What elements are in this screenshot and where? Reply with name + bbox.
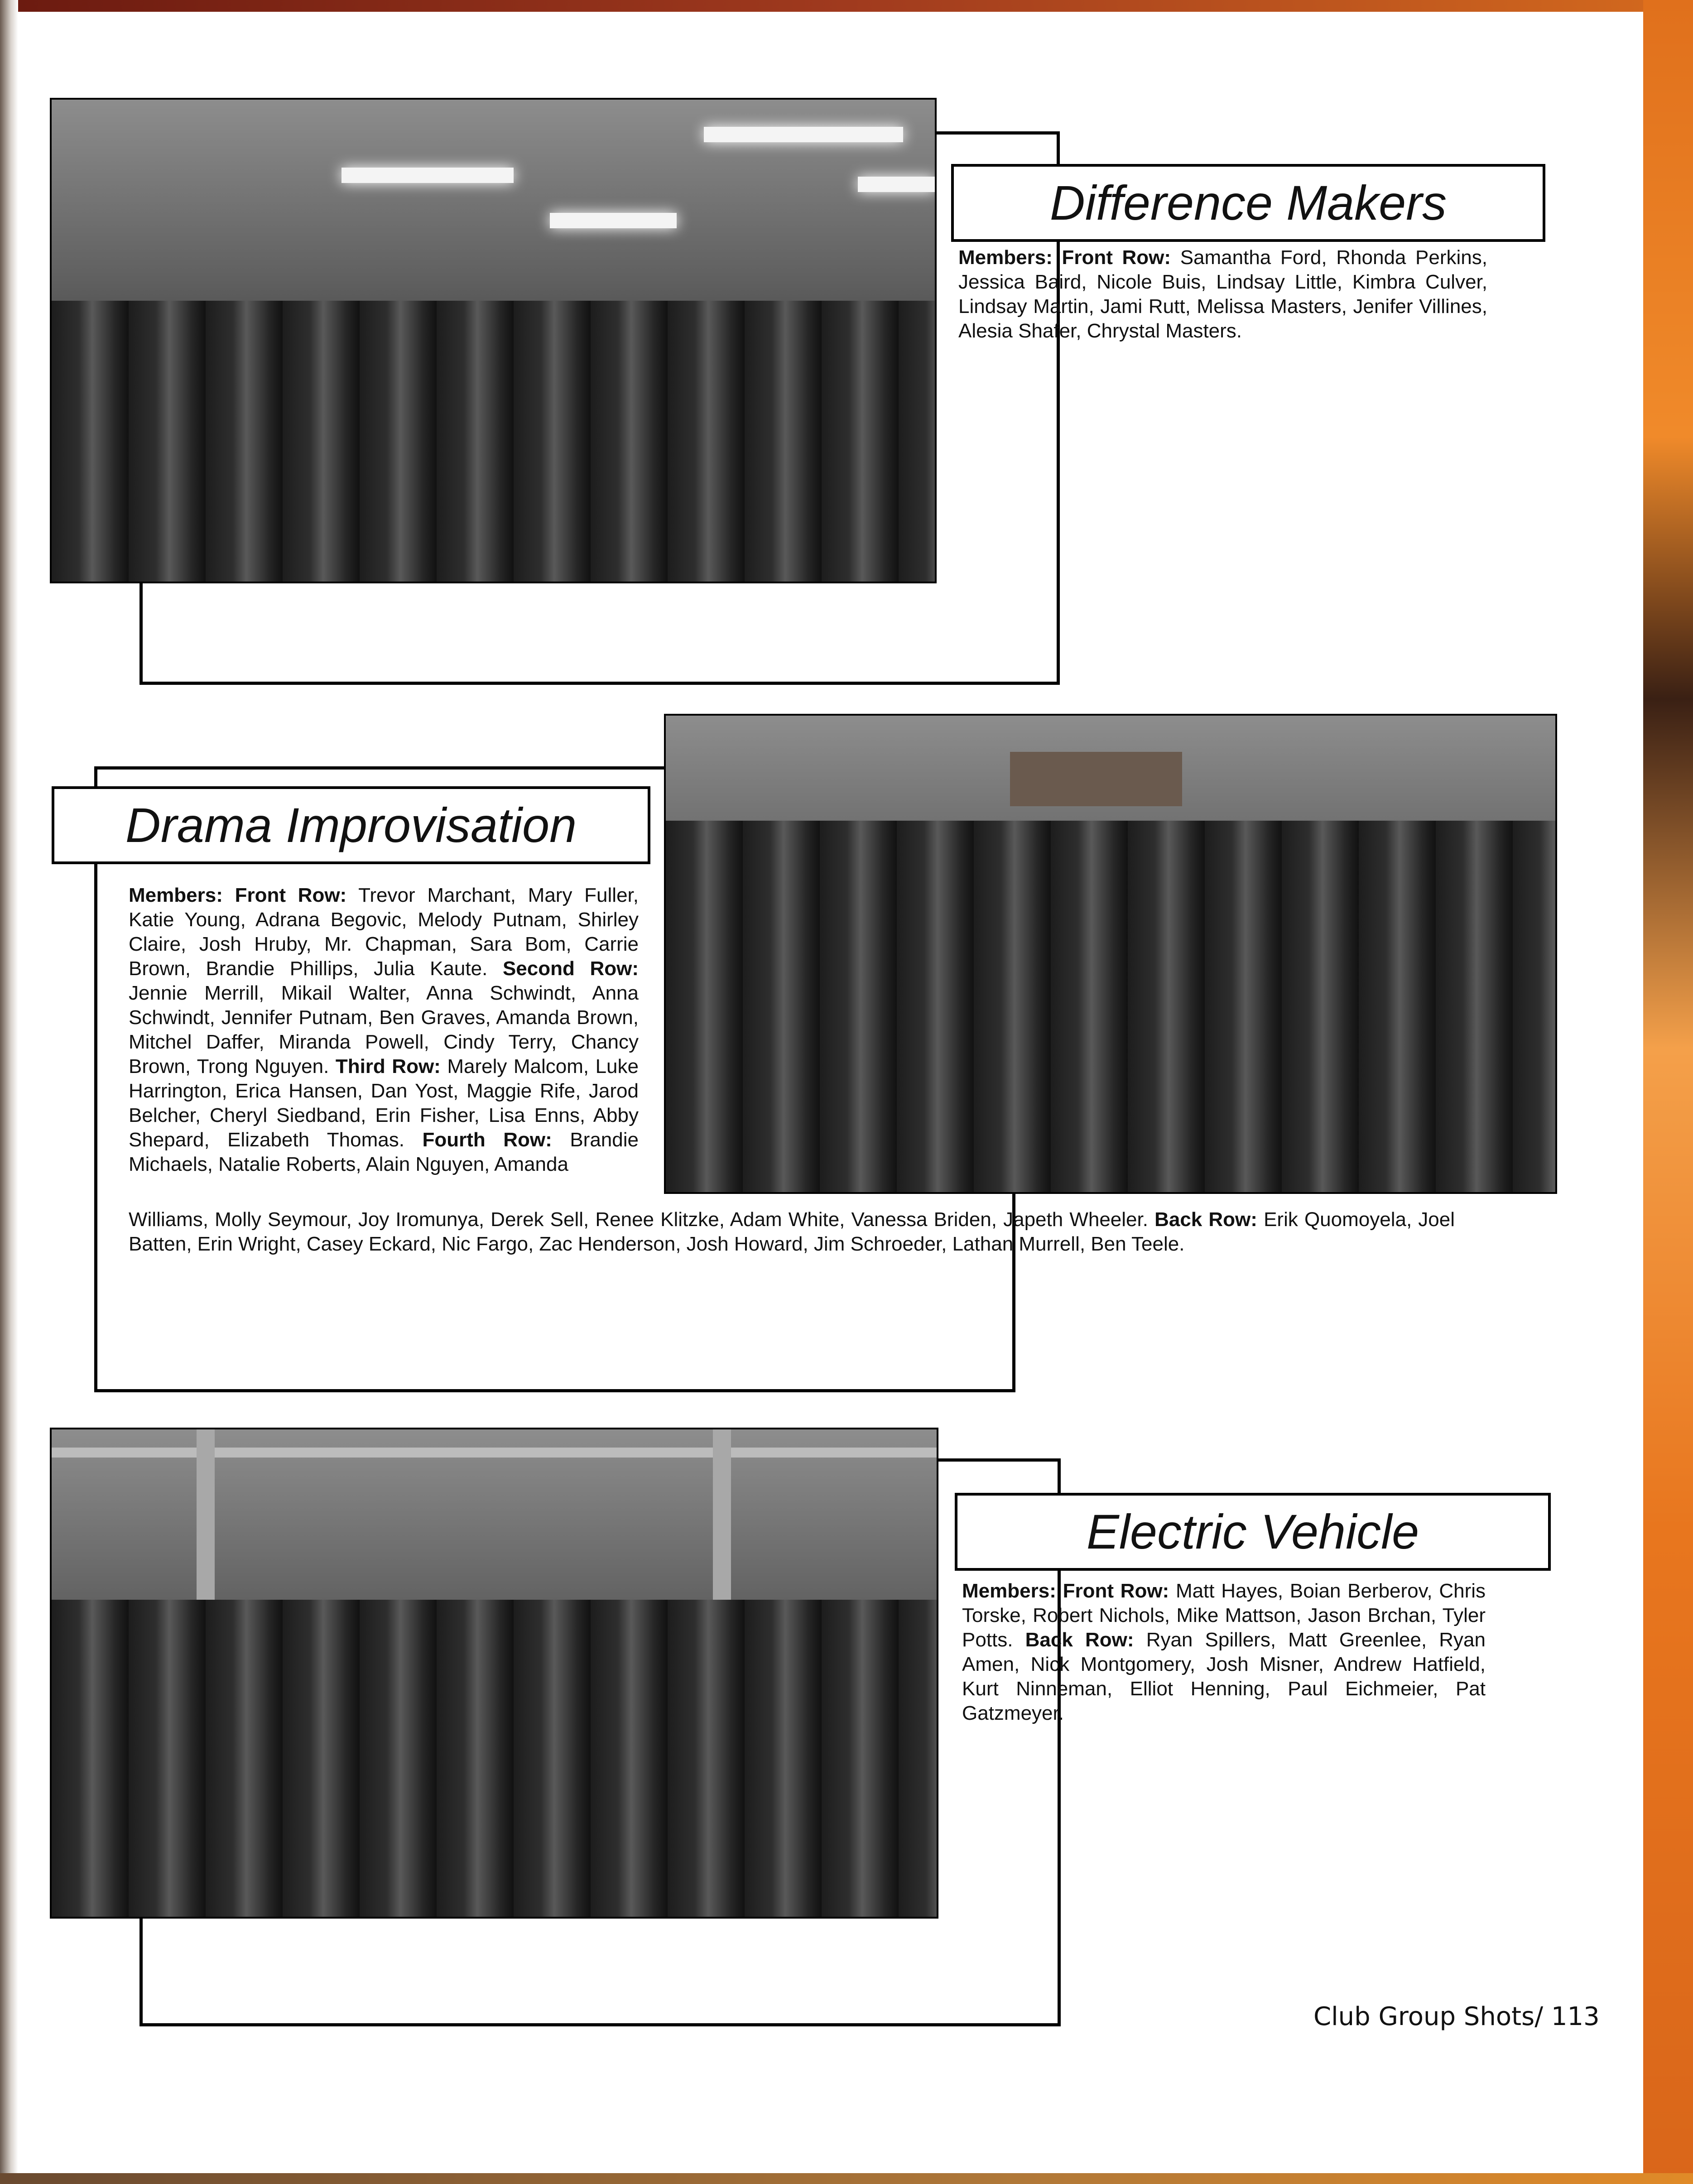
page-footer bbox=[1313, 2002, 1600, 2031]
page-binding-edge bbox=[0, 0, 18, 2184]
footer-section-name: Club Group Shots/ bbox=[1313, 2002, 1544, 2031]
fourth-row-label: Fourth Row: bbox=[422, 1129, 552, 1151]
front-row-label: Front Row: bbox=[1062, 246, 1171, 269]
back-row-names: Ryan Spillers, Matt Greenlee, Ryan Amen, Nick Montgomery, Josh Misner, Andrew Hatfield, Kurt Ninneman, Elliot Henning, Paul Eichmeier, Pat Gatzmeyer. bbox=[962, 1629, 1486, 1724]
electric-vehicle-members bbox=[962, 1579, 1486, 1726]
second-row-names: Jennie Merrill, Mikail Walter, Anna Schwindt, Anna Schwindt, Jennifer Putnam, Ben Graves, Amanda Brown, Mitchel Daffer, Miranda Powell, Cindy Terry, Chancy Brown, Trong Nguyen. bbox=[129, 982, 639, 1078]
drama-improvisation-members-upper bbox=[129, 883, 639, 1177]
group-figures bbox=[52, 1600, 937, 1917]
electric-vehicle-title: Electric Vehicle bbox=[1086, 1504, 1419, 1559]
difference-makers-photo bbox=[50, 98, 937, 583]
difference-makers-title-box bbox=[951, 164, 1545, 242]
members-label: Members: bbox=[958, 246, 1053, 269]
page-top-edge bbox=[0, 0, 1693, 12]
front-row-names: Samantha Ford, Rhonda Perkins, Jessica Baird, Nicole Buis, Lindsay Little, Kimbra Culver, Lindsay Martin, Jami Rutt, Melissa Masters, Jenifer Villines, Alesia Shafer, Chrystal Masters. bbox=[958, 246, 1487, 342]
front-row-label: Front Row: bbox=[1063, 1580, 1169, 1602]
third-row-label: Third Row: bbox=[335, 1055, 441, 1078]
drama-improvisation-members-lower bbox=[129, 1207, 1455, 1256]
difference-makers-title: Difference Makers bbox=[1049, 175, 1447, 230]
shop-ceiling bbox=[52, 1429, 937, 1624]
members-label: Members: bbox=[962, 1580, 1056, 1602]
front-row-names: Trevor Marchant, Mary Fuller, Katie Young, Adrana Begovic, Melody Putnam, Shirley Claire, Josh Hruby, Mr. Chapman, Sara Bom, Carrie Brown, Brandie Phillips, Julia Kaute. bbox=[129, 884, 639, 980]
page-right-edge bbox=[1643, 0, 1693, 2184]
group-figures bbox=[666, 821, 1555, 1192]
drama-improvisation-title-box bbox=[52, 786, 650, 864]
front-row-names: Matt Hayes, Boian Berberov, Chris Torske, Robert Nichols, Mike Mattson, Jason Brchan, Tyler Potts. bbox=[962, 1580, 1486, 1651]
ceiling-lights bbox=[52, 100, 935, 293]
back-row-names: Erik Quomoyela, Joel Batten, Erin Wright, Casey Eckard, Nic Fargo, Zac Henderson, Josh Howard, Jim Schroeder, Lathan Murrell, Ben Teele. bbox=[129, 1208, 1455, 1255]
drama-improvisation-photo bbox=[664, 714, 1557, 1194]
fourth-row-names-start: Brandie Michaels, Natalie Roberts, Alain Nguyen, Amanda bbox=[129, 1129, 639, 1175]
front-row-label: Front Row: bbox=[235, 884, 347, 906]
page-number: 113 bbox=[1551, 2002, 1600, 2031]
electric-vehicle-title-box bbox=[955, 1493, 1551, 1571]
electric-vehicle-photo bbox=[50, 1428, 938, 1919]
group-figures bbox=[52, 301, 935, 582]
difference-makers-members bbox=[958, 245, 1487, 343]
back-row-label: Back Row: bbox=[1154, 1208, 1257, 1231]
drama-improvisation-title: Drama Improvisation bbox=[125, 798, 577, 852]
second-row-label: Second Row: bbox=[502, 957, 639, 980]
fourth-row-names-end: Williams, Molly Seymour, Joy Iromunya, Derek Sell, Renee Klitzke, Adam White, Vanessa Briden, Japeth Wheeler. bbox=[129, 1208, 1148, 1231]
back-row-label: Back Row: bbox=[1025, 1629, 1134, 1651]
page-bottom-edge bbox=[0, 2173, 1693, 2184]
members-label: Members: bbox=[129, 884, 223, 906]
third-row-names: Marely Malcom, Luke Harrington, Erica Hansen, Dan Yost, Maggie Rife, Jarod Belcher, Cheryl Siedband, Erin Fisher, Lisa Enns, Abby Shepard, Elizabeth Thomas. bbox=[129, 1055, 639, 1151]
